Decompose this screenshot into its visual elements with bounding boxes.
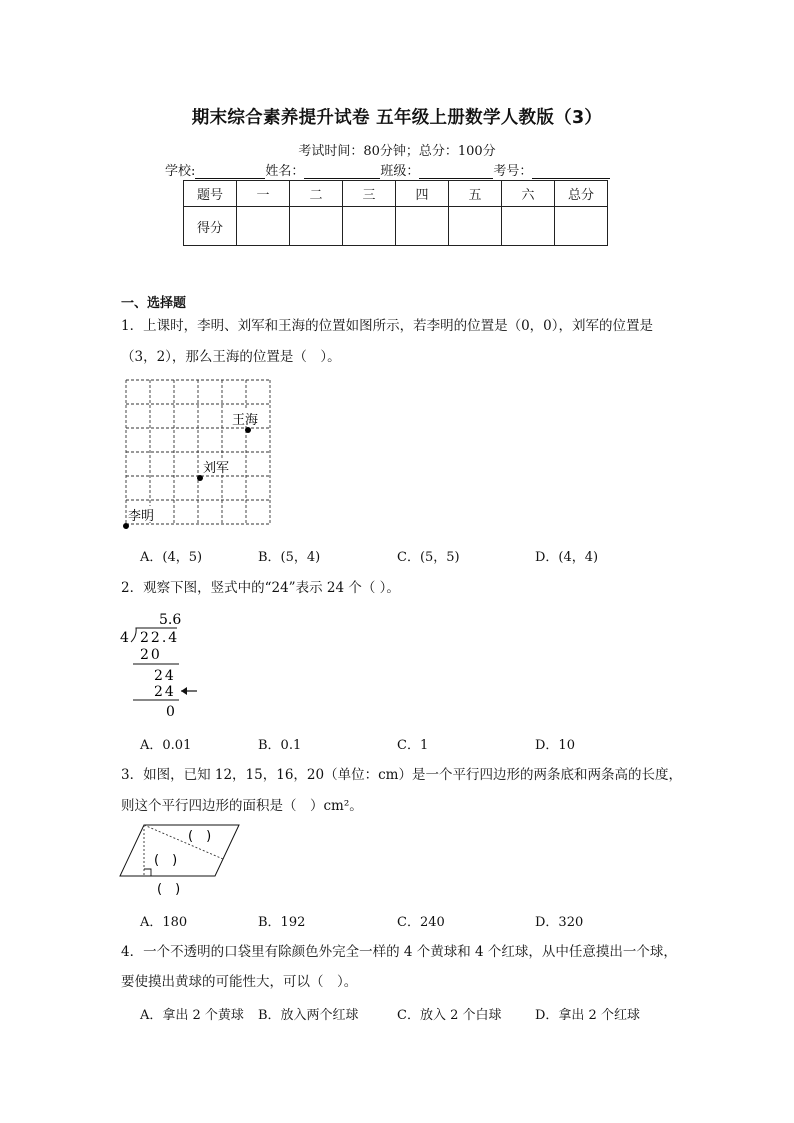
division-divisor: 4 [120,630,129,646]
label-liujun: 刘军 [203,461,230,476]
score-header-cell: 题号 [184,181,237,207]
score-cell[interactable] [449,207,502,246]
q1-option-a[interactable]: A．(4，5) [140,550,203,565]
q4-option-a[interactable]: A．拿出 2 个黄球 [140,1008,244,1023]
class-blank[interactable] [419,164,493,179]
q3-parallelogram-figure [118,822,248,898]
class-label: 班级： [380,164,420,179]
id-label: 考号： [493,164,533,179]
score-header-cell: 总分 [555,181,608,207]
name-label: 姓名： [265,164,305,179]
q3-text-line2: 则这个平行四边形的面积是（ ）cm²。 [121,798,363,814]
arrow-head-icon [181,687,187,695]
q3-option-a[interactable]: A．180 [140,915,188,930]
name-blank[interactable] [304,164,380,179]
score-header-cell: 二 [290,181,343,207]
info-fields [165,160,610,178]
q3-option-d[interactable]: D．320 [535,915,584,930]
q3-text-line1: 3．如图，已知 12，15，16，20（单位：cm）是一个平行四边形的两条底和两条高的长度， [121,767,682,783]
exam-subtitle: 考试时间：80分钟；总分：100分 [298,144,496,159]
q4-option-d[interactable]: D．拿出 2 个红球 [535,1008,640,1023]
division-final: 0 [166,704,175,720]
q3-blank-middle: ( ) [154,853,178,868]
q1-text-line1: 1．上课时，李明、刘军和王海的位置如图所示，若李明的位置是（0，0），刘军的位置是 [121,318,654,334]
score-cell[interactable] [502,207,555,246]
division-rem1: 24 [154,668,176,684]
label-wanghai: 王海 [232,413,259,428]
q2-long-division [115,608,215,720]
id-blank[interactable] [532,164,610,179]
q1-option-d[interactable]: D．(4，4) [535,550,599,565]
q1-grid-figure [120,376,280,532]
score-cell[interactable] [555,207,608,246]
q2-option-d[interactable]: D．10 [535,738,575,753]
q3-blank-top: ( ) [188,829,212,844]
school-blank[interactable] [195,164,265,179]
q1-option-b[interactable]: B．(5，4) [258,550,321,565]
q4-text-line1: 4．一个不透明的口袋里有除颜色外完全一样的 4 个黄球和 4 个红球，从中任意摸出一个球， [121,944,677,960]
q4-text-line2: 要使摸出黄球的可能性大，可以（ ）。 [121,974,358,990]
score-cell[interactable] [237,207,290,246]
q2-option-a[interactable]: A．0.01 [140,738,192,753]
score-header-cell: 三 [343,181,396,207]
exam-title: 期末综合素养提升试卷 五年级上册数学人教版（3） [191,108,603,128]
q2-option-b[interactable]: B．0.1 [258,738,302,753]
section-title: 一、选择题 [121,296,187,311]
score-header-cell: 五 [449,181,502,207]
division-quotient: 5.6 [159,612,182,628]
q3-blank-bottom: ( ) [157,882,181,897]
q2-text: 2．观察下图，竖式中的“24”表示 24 个（ ）。 [121,580,400,596]
division-dividend: 22.4 [140,630,180,646]
score-header-cell: 四 [396,181,449,207]
q3-option-b[interactable]: B．192 [258,915,306,930]
score-header-cell: 一 [237,181,290,207]
score-cell[interactable] [396,207,449,246]
label-liming: 李明 [128,509,155,524]
score-table [183,180,608,246]
q1-option-c[interactable]: C．(5，5) [397,550,460,565]
q1-text-line2: （3，2），那么王海的位置是（ ）。 [121,349,341,365]
q2-option-c[interactable]: C．1 [397,738,429,753]
score-header-cell: 六 [502,181,555,207]
score-cell[interactable] [343,207,396,246]
division-step2: 24 [154,684,176,700]
q3-option-c[interactable]: C．240 [397,915,445,930]
q4-option-c[interactable]: C．放入 2 个白球 [397,1008,502,1023]
division-step1: 20 [140,647,162,663]
score-cell[interactable] [290,207,343,246]
school-label: 学校: [165,164,196,179]
score-row-label: 得分 [184,207,237,246]
q4-option-b[interactable]: B．放入两个红球 [258,1008,359,1023]
